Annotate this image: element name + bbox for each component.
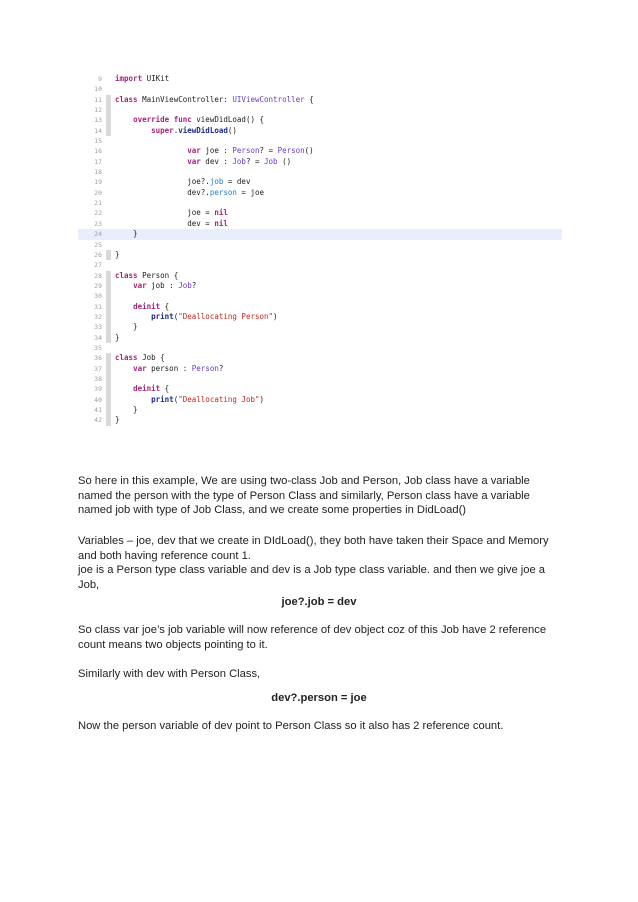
line-number: 23 bbox=[94, 219, 102, 228]
code-token: override func bbox=[133, 115, 192, 125]
code-token: ( bbox=[173, 311, 179, 321]
code-line bbox=[78, 157, 562, 167]
fold-gutter-marker bbox=[106, 374, 111, 384]
code-token: joe?. bbox=[115, 177, 210, 187]
fold-gutter-marker bbox=[106, 322, 111, 332]
code-text bbox=[115, 188, 264, 198]
line-number: 15 bbox=[94, 137, 102, 146]
code-token: viewDidLoad bbox=[178, 125, 228, 135]
code-token: { bbox=[160, 301, 170, 311]
code-text bbox=[115, 395, 264, 405]
fold-gutter-marker bbox=[106, 105, 111, 115]
code-token: Job bbox=[178, 280, 192, 290]
code-line bbox=[78, 312, 562, 322]
code-token: var bbox=[133, 363, 147, 373]
code-token bbox=[115, 146, 187, 155]
code-line bbox=[78, 343, 562, 353]
line-number: 17 bbox=[94, 157, 102, 166]
code-token: } bbox=[115, 249, 120, 259]
code-token: Person bbox=[232, 146, 260, 156]
code-text bbox=[115, 250, 120, 260]
line-number: 31 bbox=[94, 302, 102, 311]
code-token: { bbox=[160, 384, 170, 394]
line-number: 12 bbox=[94, 106, 102, 115]
fold-gutter-marker bbox=[106, 281, 111, 291]
code-token: viewDidLoad() { bbox=[191, 115, 265, 125]
code-text bbox=[115, 95, 314, 105]
code-text bbox=[115, 115, 264, 125]
code-token: ) bbox=[259, 394, 265, 404]
code-text bbox=[115, 126, 237, 136]
code-line bbox=[78, 219, 562, 229]
line-number: 36 bbox=[94, 354, 102, 363]
code-snippet-job-assign: joe?.job = dev bbox=[281, 596, 357, 608]
code-line bbox=[78, 302, 562, 312]
fold-gutter-marker bbox=[106, 384, 111, 394]
fold-gutter-marker bbox=[106, 291, 111, 301]
code-snippet-person-assign: dev?.person = joe bbox=[271, 692, 367, 704]
code-text bbox=[115, 271, 178, 281]
code-token: dev?. bbox=[115, 187, 210, 197]
code-token: nil bbox=[214, 208, 228, 218]
code-text bbox=[115, 333, 120, 343]
paragraph-intro: So here in this example, We are using two-class Job and Person, Job class have a variable named the person with the type of Person Class and similarly, Person class have a variable named job with type of Job Class, and we create some properties in DidLoad() bbox=[78, 475, 530, 517]
line-number: 42 bbox=[94, 416, 102, 425]
code-text bbox=[115, 312, 278, 322]
paragraph-conclusion: Now the person variable of dev point to Person Class so it also has 2 reference count. bbox=[78, 720, 504, 732]
paragraph-variables: Variables – joe, dev that we create in DIdLoad(), they both have taken their Space and Memory and both having reference count 1. bbox=[78, 535, 549, 562]
paragraph-types: joe is a Person type class variable and dev is a Job type class variable. and then we give joe a Job, bbox=[78, 564, 546, 591]
line-number: 24 bbox=[94, 230, 102, 239]
code-token: "Deallocating Job" bbox=[178, 394, 260, 404]
line-number: 35 bbox=[94, 343, 102, 352]
code-token: var bbox=[133, 280, 147, 290]
code-token bbox=[115, 126, 151, 135]
code-text bbox=[115, 322, 138, 332]
line-number: 38 bbox=[94, 374, 102, 383]
line-number: 28 bbox=[94, 271, 102, 280]
code-token: nil bbox=[214, 218, 228, 228]
code-token: } bbox=[115, 405, 138, 414]
code-line bbox=[78, 250, 562, 260]
line-number: 18 bbox=[94, 168, 102, 177]
code-text bbox=[115, 229, 138, 239]
code-line bbox=[78, 405, 562, 415]
line-number: 14 bbox=[94, 126, 102, 135]
fold-gutter-marker bbox=[106, 333, 111, 343]
code-line bbox=[78, 188, 562, 198]
code-line bbox=[78, 353, 562, 363]
code-text bbox=[115, 146, 314, 156]
code-line bbox=[78, 177, 562, 187]
code-token: ) bbox=[273, 311, 278, 321]
line-number: 32 bbox=[94, 312, 102, 321]
line-number: 22 bbox=[94, 209, 102, 218]
code-token: deinit bbox=[133, 301, 161, 311]
code-token bbox=[115, 384, 133, 393]
code-line bbox=[78, 229, 562, 239]
code-token bbox=[115, 312, 151, 321]
code-token: () bbox=[227, 125, 237, 135]
code-line bbox=[78, 384, 562, 394]
line-number: 40 bbox=[94, 395, 102, 404]
code-token: job : bbox=[146, 280, 179, 290]
code-line bbox=[78, 291, 562, 301]
code-token: person : bbox=[146, 363, 192, 373]
fold-gutter-marker bbox=[106, 95, 111, 105]
code-line bbox=[78, 198, 562, 208]
code-token: dev = bbox=[115, 218, 215, 228]
code-token bbox=[115, 281, 133, 290]
line-number: 9 bbox=[98, 75, 102, 83]
code-screenshot bbox=[78, 74, 562, 426]
code-token bbox=[115, 302, 133, 311]
code-text bbox=[115, 415, 120, 425]
code-token: var bbox=[187, 156, 201, 166]
fold-gutter-marker bbox=[106, 395, 111, 405]
code-line bbox=[78, 136, 562, 146]
code-token: } bbox=[115, 332, 120, 342]
code-token: ? = bbox=[245, 156, 265, 166]
paragraph-similarly: Similarly with dev with Person Class, bbox=[78, 668, 261, 680]
code-line bbox=[78, 146, 562, 156]
code-token: UIKit bbox=[142, 74, 170, 83]
line-number: 41 bbox=[94, 406, 102, 414]
code-token: () bbox=[277, 156, 292, 166]
line-number: 29 bbox=[94, 281, 102, 290]
fold-gutter-marker bbox=[106, 353, 111, 363]
fold-gutter-marker bbox=[106, 302, 111, 312]
code-token: ? bbox=[218, 363, 224, 373]
code-line bbox=[78, 395, 562, 405]
code-line bbox=[78, 260, 562, 270]
paragraph-reference-count: So class var joe’s job variable will now reference of dev object coz of this Job have 2 reference count means two objects pointing to it. bbox=[78, 624, 547, 651]
code-token: dev : bbox=[200, 156, 233, 166]
code-token: Person bbox=[277, 146, 305, 156]
line-number: 26 bbox=[94, 250, 102, 259]
fold-gutter-marker bbox=[106, 126, 111, 136]
line-number: 16 bbox=[94, 147, 102, 156]
code-token: Job { bbox=[137, 353, 165, 363]
code-text bbox=[115, 353, 165, 363]
line-number: 21 bbox=[94, 199, 102, 208]
fold-gutter-marker bbox=[106, 312, 111, 322]
fold-gutter-marker bbox=[106, 364, 111, 374]
fold-gutter-marker bbox=[106, 405, 111, 415]
code-token: () bbox=[304, 146, 314, 156]
code-token: } bbox=[115, 322, 138, 332]
line-number: 10 bbox=[94, 85, 102, 94]
code-line bbox=[78, 240, 562, 250]
code-line bbox=[78, 364, 562, 374]
code-text bbox=[115, 384, 169, 394]
code-token: MainViewController: bbox=[137, 94, 233, 104]
code-token: ? = bbox=[259, 146, 278, 156]
code-token: deinit bbox=[133, 384, 161, 394]
code-token: class bbox=[115, 353, 138, 363]
code-line bbox=[78, 167, 562, 177]
code-line bbox=[78, 333, 562, 343]
code-token: joe : bbox=[200, 146, 233, 156]
code-token: "Deallocating Person" bbox=[178, 311, 274, 321]
code-text bbox=[115, 208, 228, 218]
code-token: class bbox=[115, 270, 138, 280]
code-text bbox=[115, 157, 291, 167]
code-line bbox=[78, 415, 562, 425]
code-token: joe = bbox=[115, 208, 215, 218]
code-token: ( bbox=[173, 394, 179, 404]
code-token: Person bbox=[191, 363, 219, 373]
code-token: import bbox=[115, 74, 143, 83]
code-token: = dev bbox=[223, 177, 251, 187]
code-line bbox=[78, 115, 562, 125]
code-token: Person { bbox=[137, 270, 179, 280]
code-text bbox=[115, 219, 228, 229]
line-number: 13 bbox=[94, 116, 102, 125]
code-token: var bbox=[187, 146, 201, 156]
line-number: 25 bbox=[94, 240, 102, 249]
line-number: 20 bbox=[94, 188, 102, 197]
line-number: 37 bbox=[94, 364, 102, 373]
code-line bbox=[78, 271, 562, 281]
line-number: 11 bbox=[94, 95, 102, 104]
code-token: = joe bbox=[236, 187, 265, 197]
line-number: 39 bbox=[94, 385, 102, 394]
code-text bbox=[115, 302, 169, 312]
fold-gutter-marker bbox=[106, 415, 111, 425]
code-text bbox=[115, 177, 250, 187]
code-line bbox=[78, 208, 562, 218]
code-token: { bbox=[304, 94, 314, 104]
code-token: print bbox=[151, 311, 174, 321]
code-line bbox=[78, 322, 562, 332]
code-line bbox=[78, 281, 562, 291]
code-token bbox=[115, 157, 187, 166]
code-token: UIViewController bbox=[232, 94, 305, 104]
code-line bbox=[78, 84, 562, 94]
code-token: ? bbox=[191, 280, 197, 290]
code-line bbox=[78, 74, 562, 84]
code-line bbox=[78, 374, 562, 384]
code-token: } bbox=[115, 415, 120, 425]
fold-gutter-marker bbox=[106, 115, 111, 125]
line-number: 19 bbox=[94, 178, 102, 187]
code-line bbox=[78, 95, 562, 105]
line-number: 33 bbox=[94, 323, 102, 332]
code-token bbox=[115, 364, 133, 373]
code-token: Job bbox=[264, 156, 278, 166]
code-token: person bbox=[209, 187, 237, 197]
code-token bbox=[115, 115, 133, 124]
code-text bbox=[115, 364, 223, 374]
code-token: print bbox=[151, 394, 174, 404]
code-token: } bbox=[115, 229, 138, 239]
fold-gutter-marker bbox=[106, 250, 111, 260]
code-token: job bbox=[209, 177, 224, 187]
code-token: class bbox=[115, 94, 138, 104]
line-number: 30 bbox=[94, 292, 102, 301]
fold-gutter-marker bbox=[106, 271, 111, 281]
code-line bbox=[78, 126, 562, 136]
code-line bbox=[78, 105, 562, 115]
code-text bbox=[115, 281, 196, 291]
code-text bbox=[115, 74, 169, 84]
code-text bbox=[115, 405, 138, 415]
code-token: super bbox=[151, 125, 174, 135]
code-token: Job bbox=[232, 156, 246, 166]
line-number: 27 bbox=[94, 261, 102, 270]
line-number: 34 bbox=[94, 333, 102, 342]
code-token: . bbox=[173, 125, 179, 135]
code-token bbox=[115, 395, 151, 404]
